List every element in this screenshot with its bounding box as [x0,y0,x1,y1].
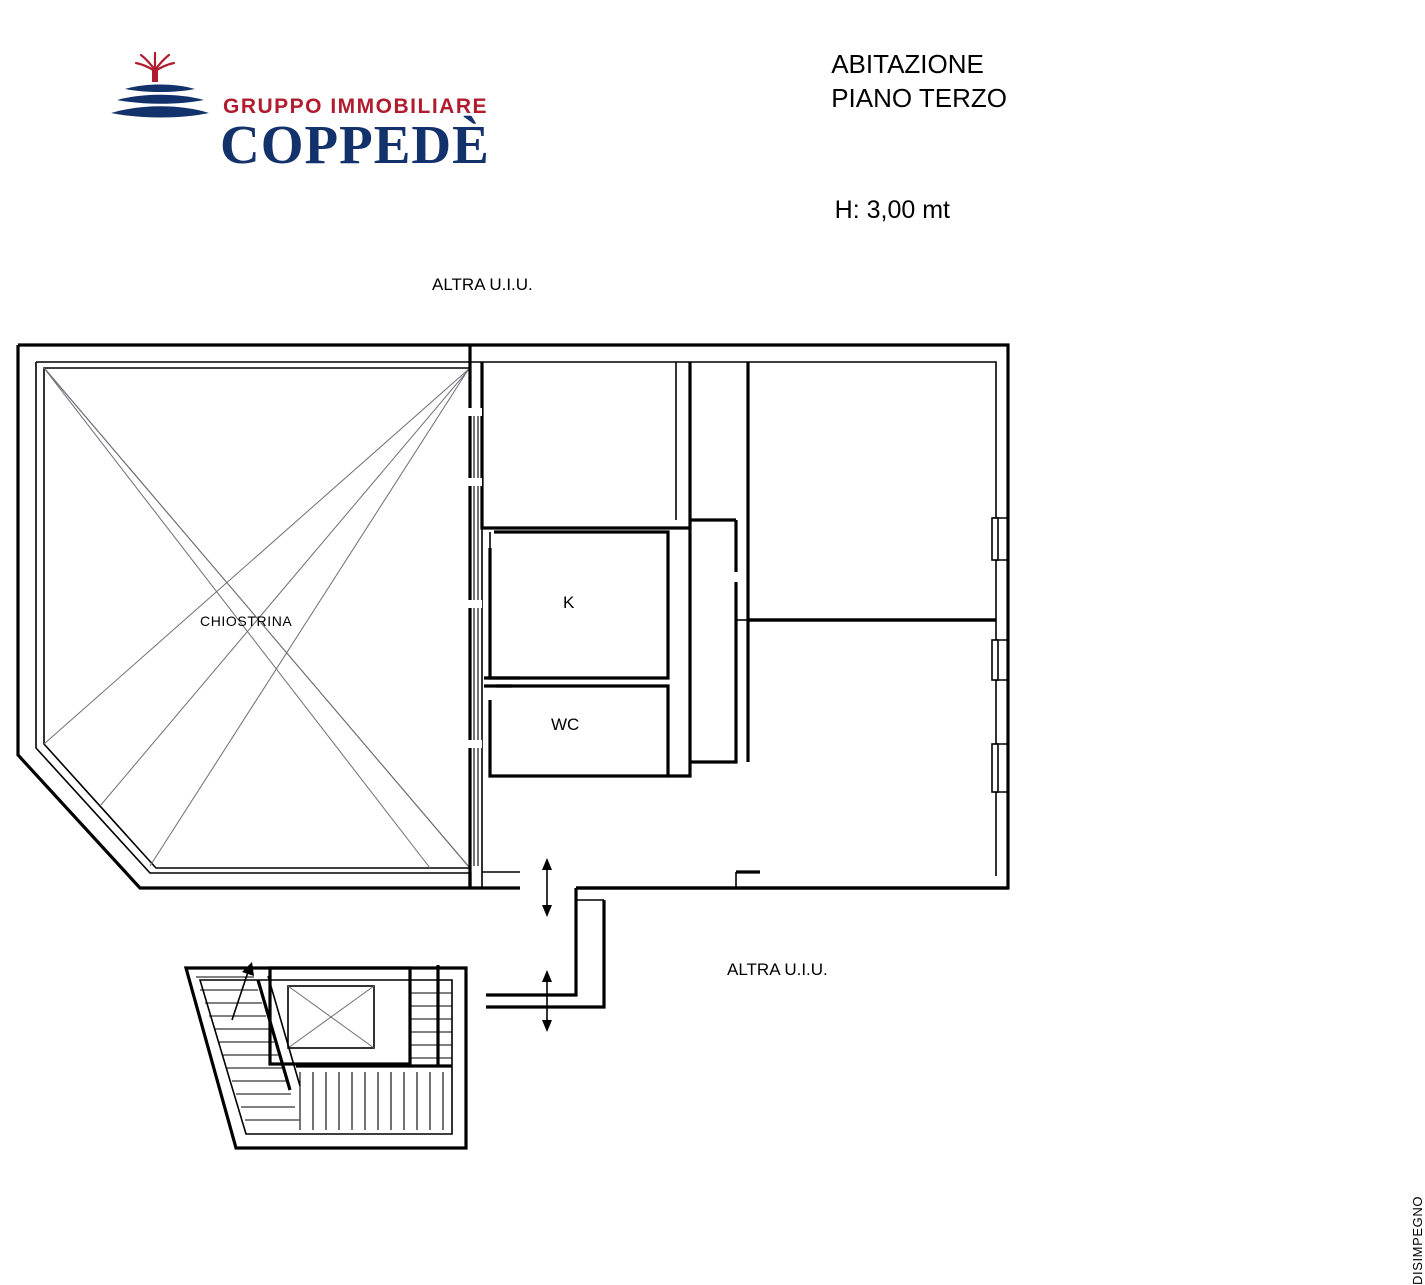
ceiling-height-note: H: 3,00 mt [834,196,950,224]
label-hallway: DISIMPEGNO [1410,1195,1425,1285]
logo-main-text: COPPEDÈ [220,114,490,175]
label-kitchen: K [563,593,575,612]
label-altra-uiu-bottom: ALTRA U.I.U. [727,960,828,979]
label-bathroom: WC [551,715,580,734]
title-line-1: ABITAZIONE [831,49,984,79]
logo-top-text: GRUPPO IMMOBILIARE [223,95,489,118]
label-altra-uiu-top: ALTRA U.I.U. [432,275,533,294]
label-chiostrina: CHIOSTRINA [200,613,293,629]
title-line-2: PIANO TERZO [831,82,1007,113]
